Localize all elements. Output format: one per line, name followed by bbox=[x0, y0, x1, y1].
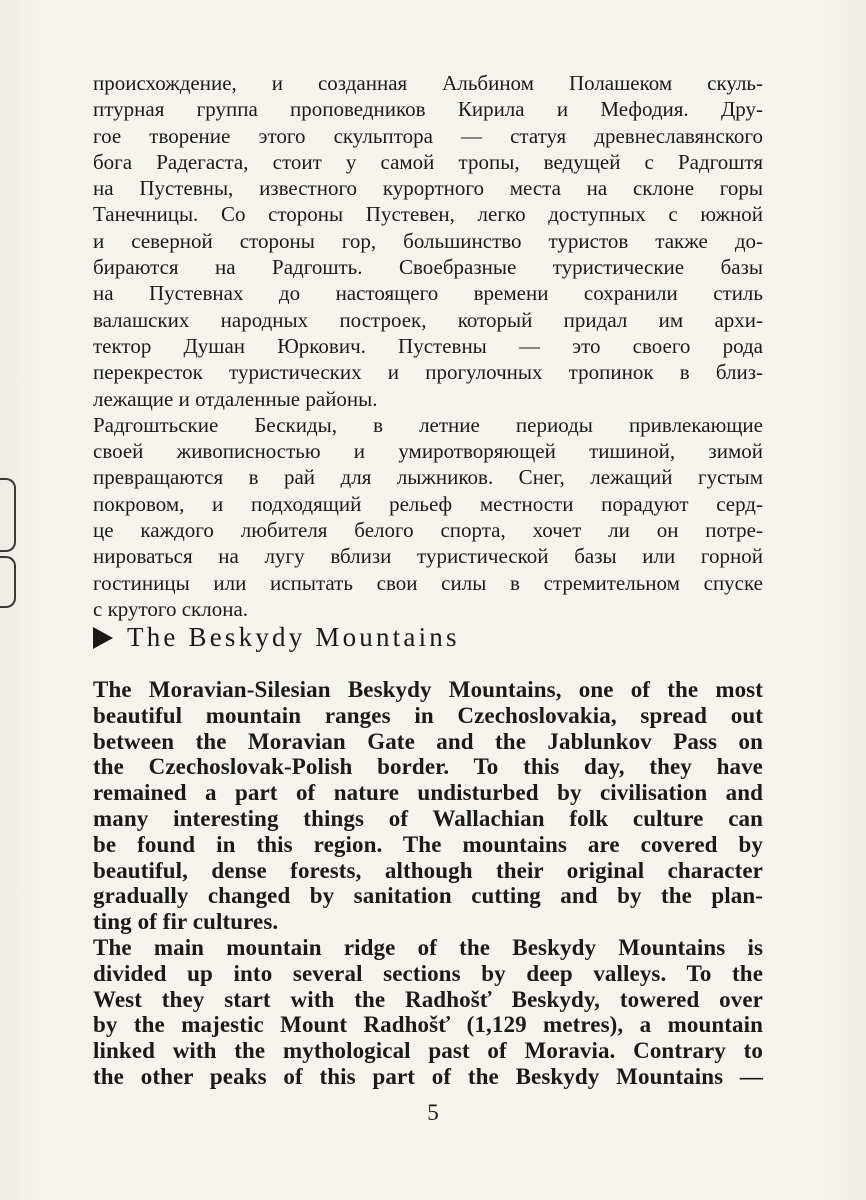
text-line: linked with the mythological past of Moravia. Contrary to bbox=[93, 1038, 763, 1064]
binding-staple bbox=[0, 556, 16, 608]
text-line: це каждого любителя белого спорта, хочет ли он потре- bbox=[93, 518, 763, 543]
text-line: Радгоштьские Бескиды, в летние периоды привлекающие bbox=[93, 412, 763, 437]
text-line: the Czechoslovak-Polish border. To this day, they have bbox=[93, 754, 763, 780]
text-line: превращаются в рай для лыжников. Снег, лежащий густым bbox=[93, 465, 763, 490]
text-line: Танечницы. Со стороны Пустевен, легко доступных с южной bbox=[93, 202, 763, 227]
text-line: с крутого склона. bbox=[93, 596, 249, 621]
text-line: The main mountain ridge of the Beskydy Mountains is bbox=[93, 934, 763, 960]
text-line: гое творение этого скульптора — статуя древнеславянского bbox=[93, 123, 763, 148]
section-heading bbox=[93, 622, 460, 653]
text-line: divided up into several sections by deep valleys. To the bbox=[93, 960, 763, 986]
text-line: between the Moravian Gate and the Jablunkov Pass on bbox=[93, 728, 763, 754]
text-line: The Moravian-Silesian Beskydy Mountains, one of the most bbox=[93, 677, 763, 702]
triangle-right-icon bbox=[93, 627, 113, 649]
text-line: remained a part of nature undisturbed by civilisation and bbox=[93, 780, 763, 806]
text-line: be found in this region. The mountains are covered by bbox=[93, 831, 763, 857]
text-line: гостиницы или испытать свои силы в стремительном спуске bbox=[93, 570, 763, 595]
english-text-block bbox=[93, 677, 763, 1090]
page-number: 5 bbox=[427, 1100, 439, 1125]
text-line: на Пустевны, известного курортного места на склоне горы bbox=[93, 176, 763, 201]
text-line: перекресток туристических и прогулочных тропинок в близ- bbox=[93, 360, 763, 385]
text-line: валашских народных построек, который придал им архи- bbox=[93, 307, 763, 332]
text-line: the other peaks of this part of the Beskydy Mountains — bbox=[93, 1063, 763, 1089]
text-line: beautiful mountain ranges in Czechoslovakia, spread out bbox=[93, 702, 763, 728]
text-line: by the majestic Mount Radhošť (1,129 metres), a mountain bbox=[93, 1012, 763, 1038]
text-line: бога Радегаста, стоит у самой тропы, ведущей с Радгоштя bbox=[93, 149, 763, 174]
text-line: на Пустевнах до настоящего времени сохранили стиль bbox=[93, 281, 763, 306]
text-line: тектор Душан Юркович. Пустевны — это своего рода bbox=[93, 333, 763, 358]
text-line: beautiful, dense forests, although their original character bbox=[93, 857, 763, 883]
text-line: птурная группа проповедников Кирила и Мефодия. Дру- bbox=[93, 97, 763, 122]
text-line: нироваться на лугу вблизи туристической базы или горной bbox=[93, 544, 763, 569]
russian-text-block bbox=[93, 70, 763, 622]
text-line: many interesting things of Wallachian folk culture can bbox=[93, 805, 763, 831]
text-line: West they start with the Radhošť Beskydy, towered over bbox=[93, 986, 763, 1012]
text-line: ting of fir cultures. bbox=[93, 909, 279, 935]
text-line: покровом, и подходящий рельеф местности порадуют серд- bbox=[93, 491, 763, 516]
text-line: бираются на Радгошть. Своебразные туристические базы bbox=[93, 255, 763, 280]
text-line: и северной стороны гор, большинство туристов также до- bbox=[93, 228, 763, 253]
binding-staple bbox=[0, 478, 16, 552]
text-line: лежащие и отдаленные районы. bbox=[93, 386, 378, 411]
text-line: gradually changed by sanitation cutting and by the plan- bbox=[93, 883, 763, 909]
text-line: происхождение, и созданная Альбином Полашеком скуль- bbox=[93, 71, 763, 95]
text-line: своей живописностью и умиротворяющей тишиной, зимой bbox=[93, 439, 763, 464]
section-heading-text: The Beskydy Mountains bbox=[127, 622, 460, 652]
